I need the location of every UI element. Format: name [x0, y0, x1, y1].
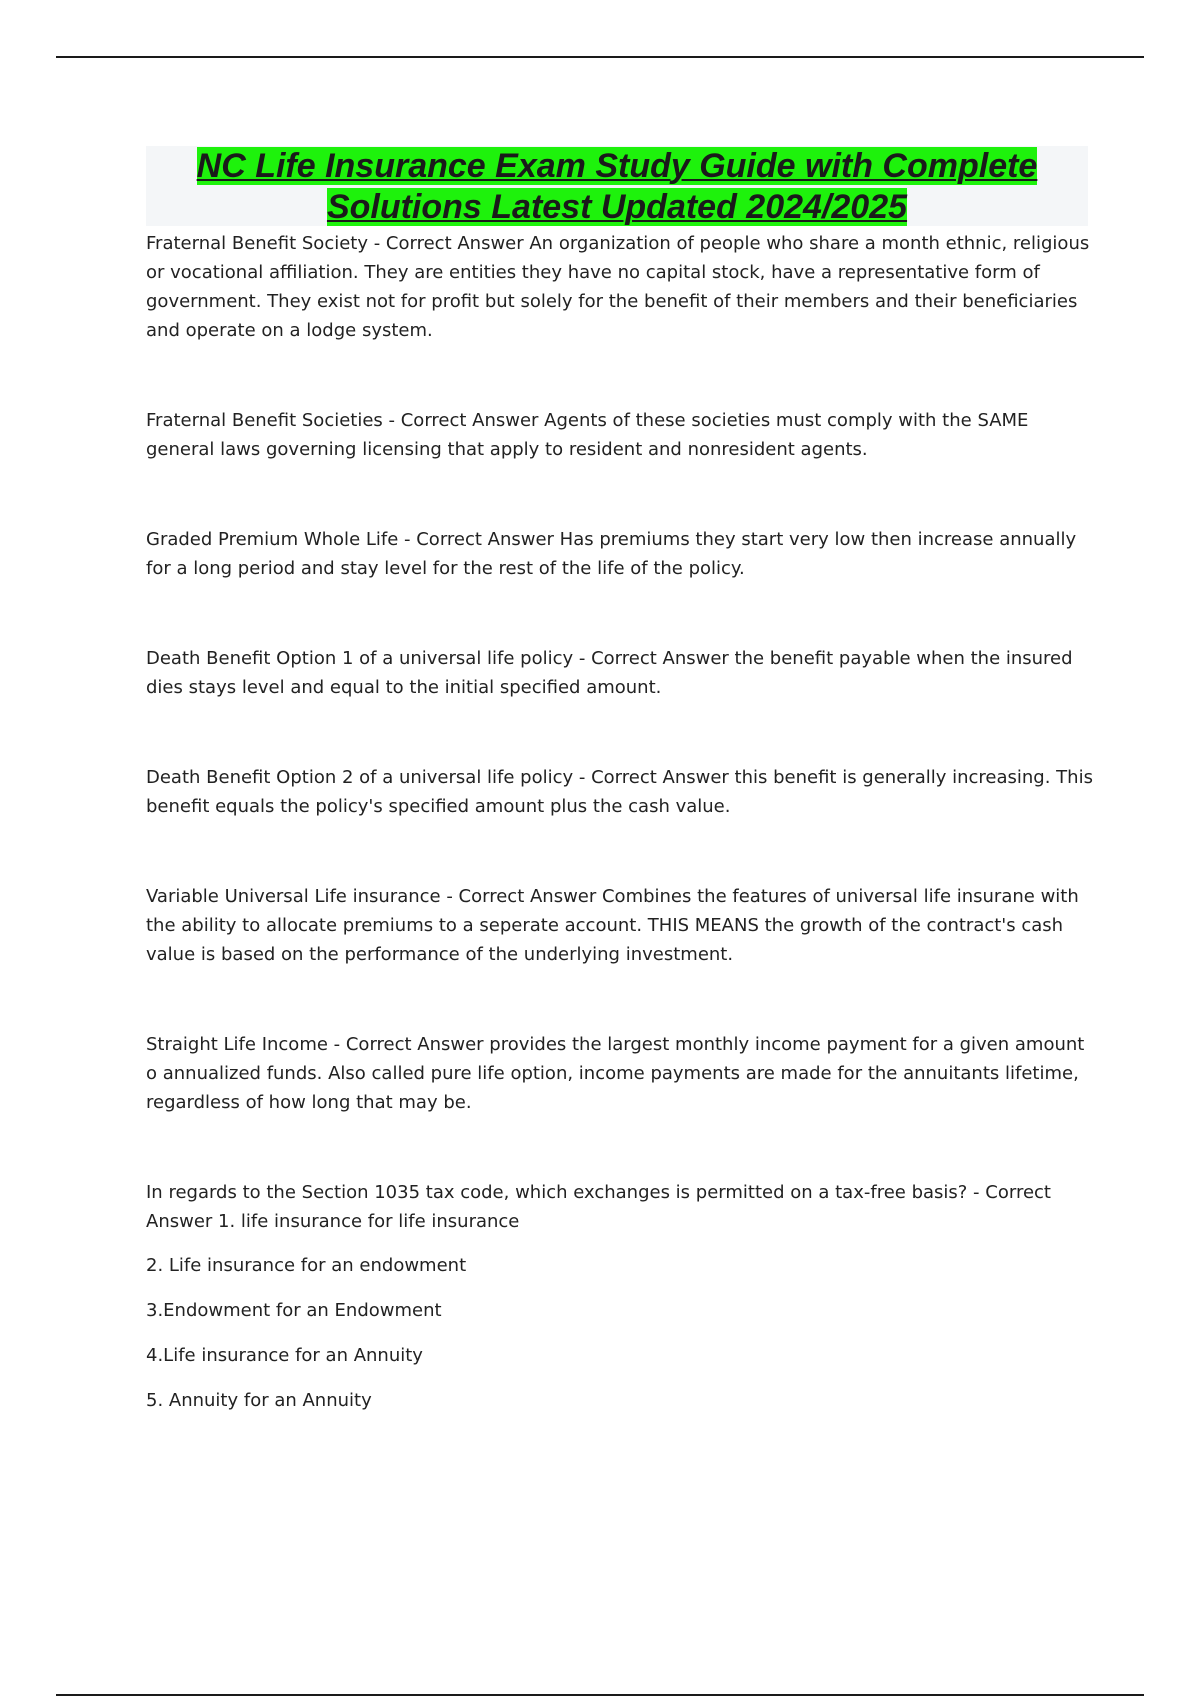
list-item: 3.Endowment for an Endowment — [146, 1300, 442, 1321]
list-item: 4.Life insurance for an Annuity — [146, 1345, 423, 1366]
footer-rule — [56, 1694, 1144, 1696]
entry-graded-premium-whole-life: Graded Premium Whole Life - Correct Answer Has premiums they start very low then increase annually for a long period and stay level for the rest of the life of the policy. — [146, 529, 1077, 579]
entry-section-1035: In regards to the Section 1035 tax code, which exchanges is permitted on a tax-free basis? - Correct Answer 1. life insurance for life insurance — [146, 1182, 1051, 1232]
entry-variable-universal-life: Variable Universal Life insurance - Correct Answer Combines the features of universal life insurane with the ability to allocate premiums to a seperate account. THIS MEANS the growth of the contract's cash value is based on the performance of the underlying investment. — [146, 886, 1079, 965]
entry-fraternal-benefit-societies: Fraternal Benefit Societies - Correct Answer Agents of these societies must comply with the SAME general laws governing licensing that apply to resident and nonresident agents. — [146, 410, 1029, 460]
entry-death-benefit-option-1: Death Benefit Option 1 of a universal life policy - Correct Answer the benefit payable when the insured dies stays level and equal to the initial specified amount. — [146, 648, 1073, 698]
document-body — [146, 229, 1096, 1431]
title-line-1: NC Life Insurance Exam Study Guide with Complete — [196, 147, 1038, 185]
list-item: 2. Life insurance for an endowment — [146, 1255, 467, 1276]
document-title — [146, 146, 1088, 226]
entry-fraternal-benefit-society: Fraternal Benefit Society - Correct Answer An organization of people who share a month ethnic, religious or vocational affiliation. They are entities they have no capital stock, have a representative form of government. They exist not for profit but solely for the benefit of their members and their beneficiaries and operate on a lodge system. — [146, 233, 1090, 341]
title-line-2: Solutions Latest Updated 2024/2025 — [326, 188, 908, 226]
list-item: 5. Annuity for an Annuity — [146, 1390, 372, 1411]
entry-straight-life-income: Straight Life Income - Correct Answer provides the largest monthly income payment for a given amount o annualized funds. Also called pure life option, income payments are made for the annuitants lifetime, regardless of how long that may be. — [146, 1034, 1085, 1113]
header-rule — [56, 56, 1144, 58]
entry-death-benefit-option-2: Death Benefit Option 2 of a universal life policy - Correct Answer this benefit is generally increasing. This benefit equals the policy's specified amount plus the cash value. — [146, 767, 1093, 817]
